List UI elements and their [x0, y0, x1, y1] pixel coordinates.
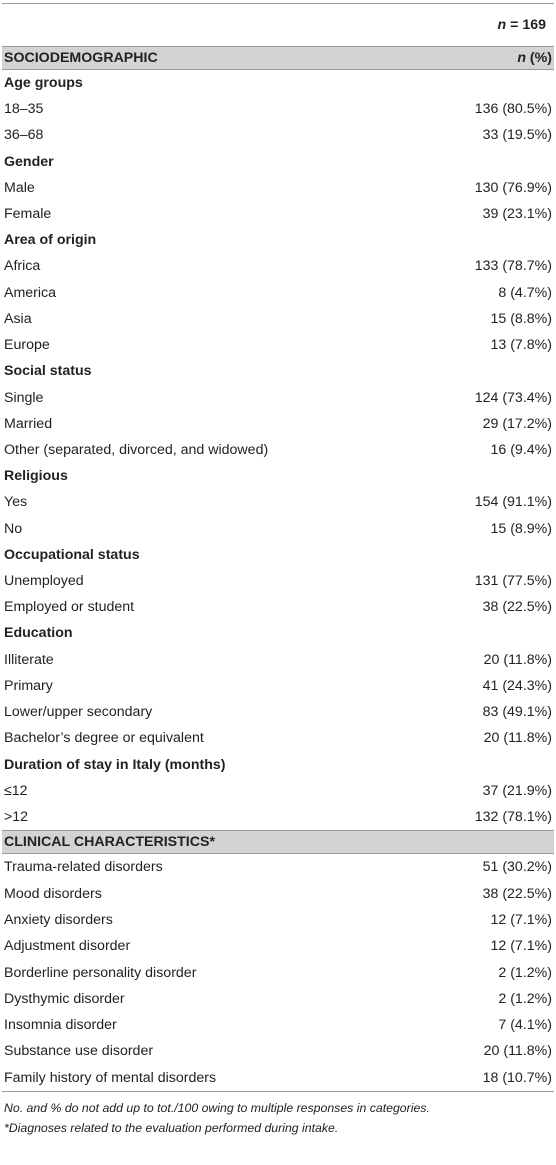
row-label: Bachelor’s degree or equivalent — [4, 730, 204, 747]
row-value: 39 (23.1%) — [482, 206, 552, 223]
row-value: 16 (9.4%) — [490, 442, 552, 459]
group-title: Social status — [4, 363, 92, 380]
table-row — [2, 332, 554, 358]
row-value: 15 (8.9%) — [490, 520, 552, 537]
sample-size-value: = 169 — [506, 17, 546, 33]
table-row — [2, 725, 554, 751]
row-label: Dysthymic disorder — [4, 990, 125, 1007]
row-value: 20 (11.8%) — [483, 1043, 552, 1060]
group-header — [2, 358, 554, 384]
row-value: 83 (49.1%) — [482, 704, 552, 721]
row-label: No — [4, 520, 23, 537]
row-label: Mood disorders — [4, 885, 102, 902]
row-value: 33 (19.5%) — [482, 127, 552, 144]
row-label: Insomnia disorder — [4, 1017, 117, 1034]
row-label: Anxiety disorders — [4, 911, 113, 928]
row-value: 136 (80.5%) — [474, 101, 552, 118]
row-label: Lower/upper secondary — [4, 704, 153, 721]
table-row — [2, 673, 554, 699]
table-row — [2, 646, 554, 672]
sample-size — [497, 17, 554, 33]
group-header — [2, 752, 554, 778]
section-title: CLINICAL CHARACTERISTICS* — [4, 834, 215, 851]
row-value: 18 (10.7%) — [482, 1069, 552, 1086]
table-row — [2, 437, 554, 463]
table-row — [2, 1038, 554, 1064]
row-value: 133 (78.7%) — [474, 258, 552, 275]
footnote-2: *Diagnoses related to the evaluation performed during intake. — [4, 1120, 339, 1135]
column-unit: (%) — [525, 50, 552, 66]
row-label: >12 — [4, 809, 29, 826]
table-row — [2, 594, 554, 620]
row-value: 131 (77.5%) — [474, 573, 552, 589]
table-row — [2, 986, 554, 1012]
row-label: Yes — [4, 494, 28, 511]
table-row — [2, 306, 554, 332]
table-row — [2, 279, 554, 305]
table-row — [2, 175, 554, 201]
table-row — [2, 516, 554, 542]
row-value: 2 (1.2%) — [498, 990, 552, 1007]
row-value: 37 (21.9%) — [482, 782, 552, 799]
row-label: America — [4, 284, 57, 301]
row-label: Europe — [4, 337, 50, 354]
table-row — [2, 804, 554, 830]
row-value: 41 (24.3%) — [482, 677, 552, 694]
section-column-label — [517, 50, 554, 66]
row-label: Female — [4, 206, 52, 223]
group-header — [2, 620, 554, 646]
row-label: Unemployed — [4, 573, 84, 589]
row-value: 38 (22.5%) — [482, 599, 552, 616]
group-title: Area of origin — [4, 232, 97, 249]
table-row — [2, 1065, 554, 1091]
row-label: Adjustment disorder — [4, 938, 131, 955]
table-row — [2, 411, 554, 437]
table-row — [2, 778, 554, 804]
table-row — [2, 1012, 554, 1038]
sample-size-symbol: n — [497, 17, 507, 33]
table-row — [2, 959, 554, 985]
group-title: Education — [4, 625, 73, 642]
table-row — [2, 699, 554, 725]
row-label: Illiterate — [4, 651, 54, 668]
bottom-rule — [2, 1091, 554, 1092]
table-body — [0, 46, 556, 1091]
row-label: Asia — [4, 310, 32, 327]
row-label: 36–68 — [4, 127, 44, 144]
table-row — [2, 384, 554, 410]
row-label: Male — [4, 179, 35, 196]
row-value: 130 (76.9%) — [474, 179, 552, 196]
table-row — [2, 907, 554, 933]
row-value: 132 (78.1%) — [474, 809, 552, 826]
section-header — [2, 47, 554, 69]
footnote-1: No. and % do not add up to tot./100 owing to multiple responses in categories. — [4, 1100, 430, 1115]
group-header — [2, 463, 554, 489]
sample-size-row — [2, 4, 554, 46]
table-row — [2, 253, 554, 279]
group-title: Duration of stay in Italy (months) — [4, 756, 226, 773]
row-value: 13 (7.8%) — [490, 337, 552, 354]
group-title: Age groups — [4, 75, 83, 91]
section-header — [2, 831, 554, 853]
row-value: 154 (91.1%) — [474, 494, 552, 511]
row-label: Substance use disorder — [4, 1043, 154, 1060]
table-row — [2, 854, 554, 880]
group-title: Gender — [4, 153, 54, 170]
row-value: 7 (4.1%) — [498, 1017, 552, 1034]
row-label: Employed or student — [4, 599, 135, 616]
group-header — [2, 149, 554, 175]
table-row — [2, 489, 554, 515]
row-label: Africa — [4, 258, 41, 275]
row-label: Borderline personality disorder — [4, 964, 197, 981]
row-value: 20 (11.8%) — [483, 730, 552, 747]
group-title: Occupational status — [4, 546, 140, 563]
section-title: SOCIODEMOGRAPHIC — [4, 50, 158, 66]
table-row — [2, 122, 554, 148]
row-value: 51 (30.2%) — [482, 859, 552, 876]
row-value: 12 (7.1%) — [490, 911, 552, 928]
group-header — [2, 542, 554, 568]
column-symbol: n — [517, 50, 526, 66]
row-value: 29 (17.2%) — [482, 415, 552, 432]
table-row — [2, 933, 554, 959]
row-value: 12 (7.1%) — [490, 938, 552, 955]
row-label: Trauma-related disorders — [4, 859, 163, 876]
row-value: 20 (11.8%) — [483, 651, 552, 668]
row-value: 124 (73.4%) — [474, 389, 552, 406]
row-label: Other (separated, divorced, and widowed) — [4, 442, 269, 459]
table-row — [2, 881, 554, 907]
table-row — [2, 201, 554, 227]
row-value: 38 (22.5%) — [482, 885, 552, 902]
group-header — [2, 227, 554, 253]
row-value: 15 (8.8%) — [490, 310, 552, 327]
table-row — [2, 96, 554, 122]
group-header — [2, 70, 554, 96]
row-label: Single — [4, 389, 44, 406]
row-label: 18–35 — [4, 101, 44, 118]
row-label: ≤12 — [4, 782, 28, 799]
group-title: Religious — [4, 468, 68, 485]
row-label: Married — [4, 415, 53, 432]
table-row — [2, 568, 554, 594]
row-value: 8 (4.7%) — [498, 284, 552, 301]
row-value: 2 (1.2%) — [498, 964, 552, 981]
row-label: Family history of mental disorders — [4, 1069, 217, 1086]
footnotes — [0, 1098, 556, 1138]
row-label: Primary — [4, 677, 53, 694]
